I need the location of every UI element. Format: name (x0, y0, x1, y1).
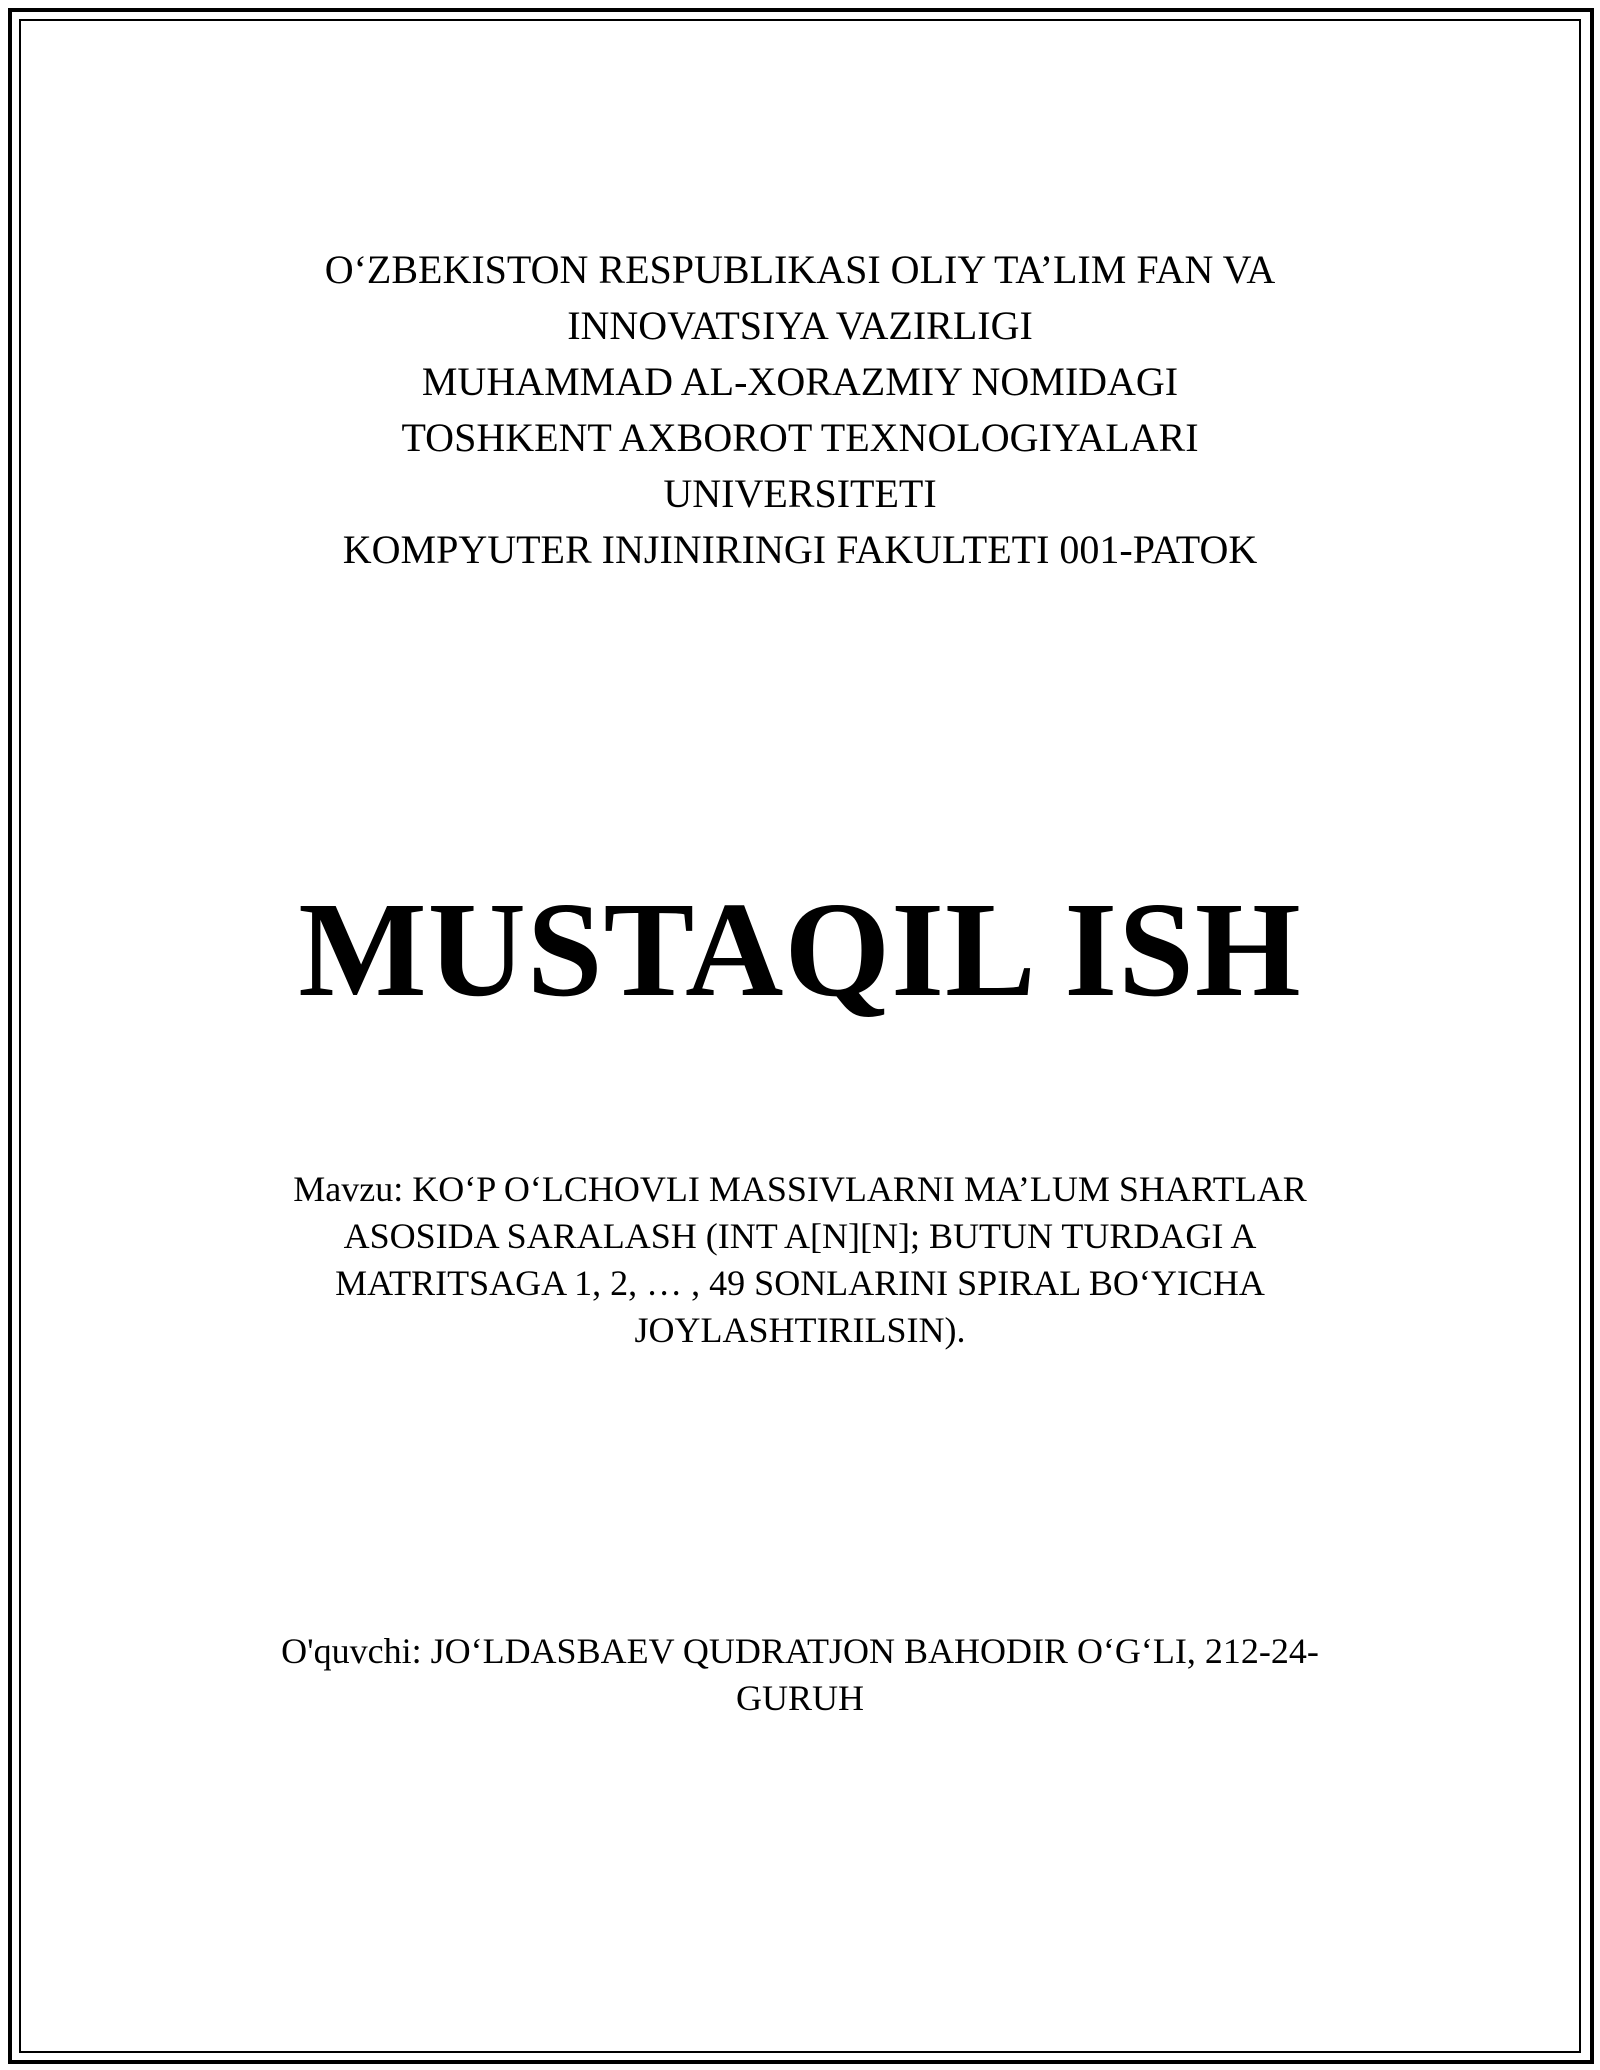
topic-line: ASOSIDA SARALASH (INT A[N][N]; BUTUN TURDAGI A (343, 1216, 1257, 1256)
header-line: UNIVERSITETI (663, 471, 937, 516)
header-line: MUHAMMAD AL-XORAZMIY NOMIDAGI (421, 359, 1179, 404)
institution-header (0, 242, 1600, 578)
header-line: TOSHKENT AXBOROT TEXNOLOGIYALARI (401, 415, 1199, 460)
topic-block (0, 1166, 1600, 1354)
header-line: O‘ZBEKISTON RESPUBLIKASI OLIY TA’LIM FAN VA (324, 247, 1276, 292)
header-line: KOMPYUTER INJINIRINGI FAKULTETI 001-PATOK (342, 527, 1258, 572)
student-line: O'quvchi: JO‘LDASBAEV QUDRATJON BAHODIR O‘G‘LI, 212-24- (281, 1631, 1319, 1671)
student-line: GURUH (735, 1678, 864, 1718)
document-title: MUSTAQIL ISH (298, 875, 1302, 1025)
topic-line: Mavzu: KO‘P O‘LCHOVLI MASSIVLARNI MA’LUM SHARTLAR (293, 1169, 1307, 1209)
topic-line: MATRITSAGA 1, 2, … , 49 SONLARINI SPIRAL BO‘YICHA (335, 1263, 1265, 1303)
header-line: INNOVATSIYA VAZIRLIGI (567, 303, 1033, 348)
student-block (0, 1628, 1600, 1722)
topic-line: JOYLASHTIRILSIN). (634, 1310, 966, 1350)
